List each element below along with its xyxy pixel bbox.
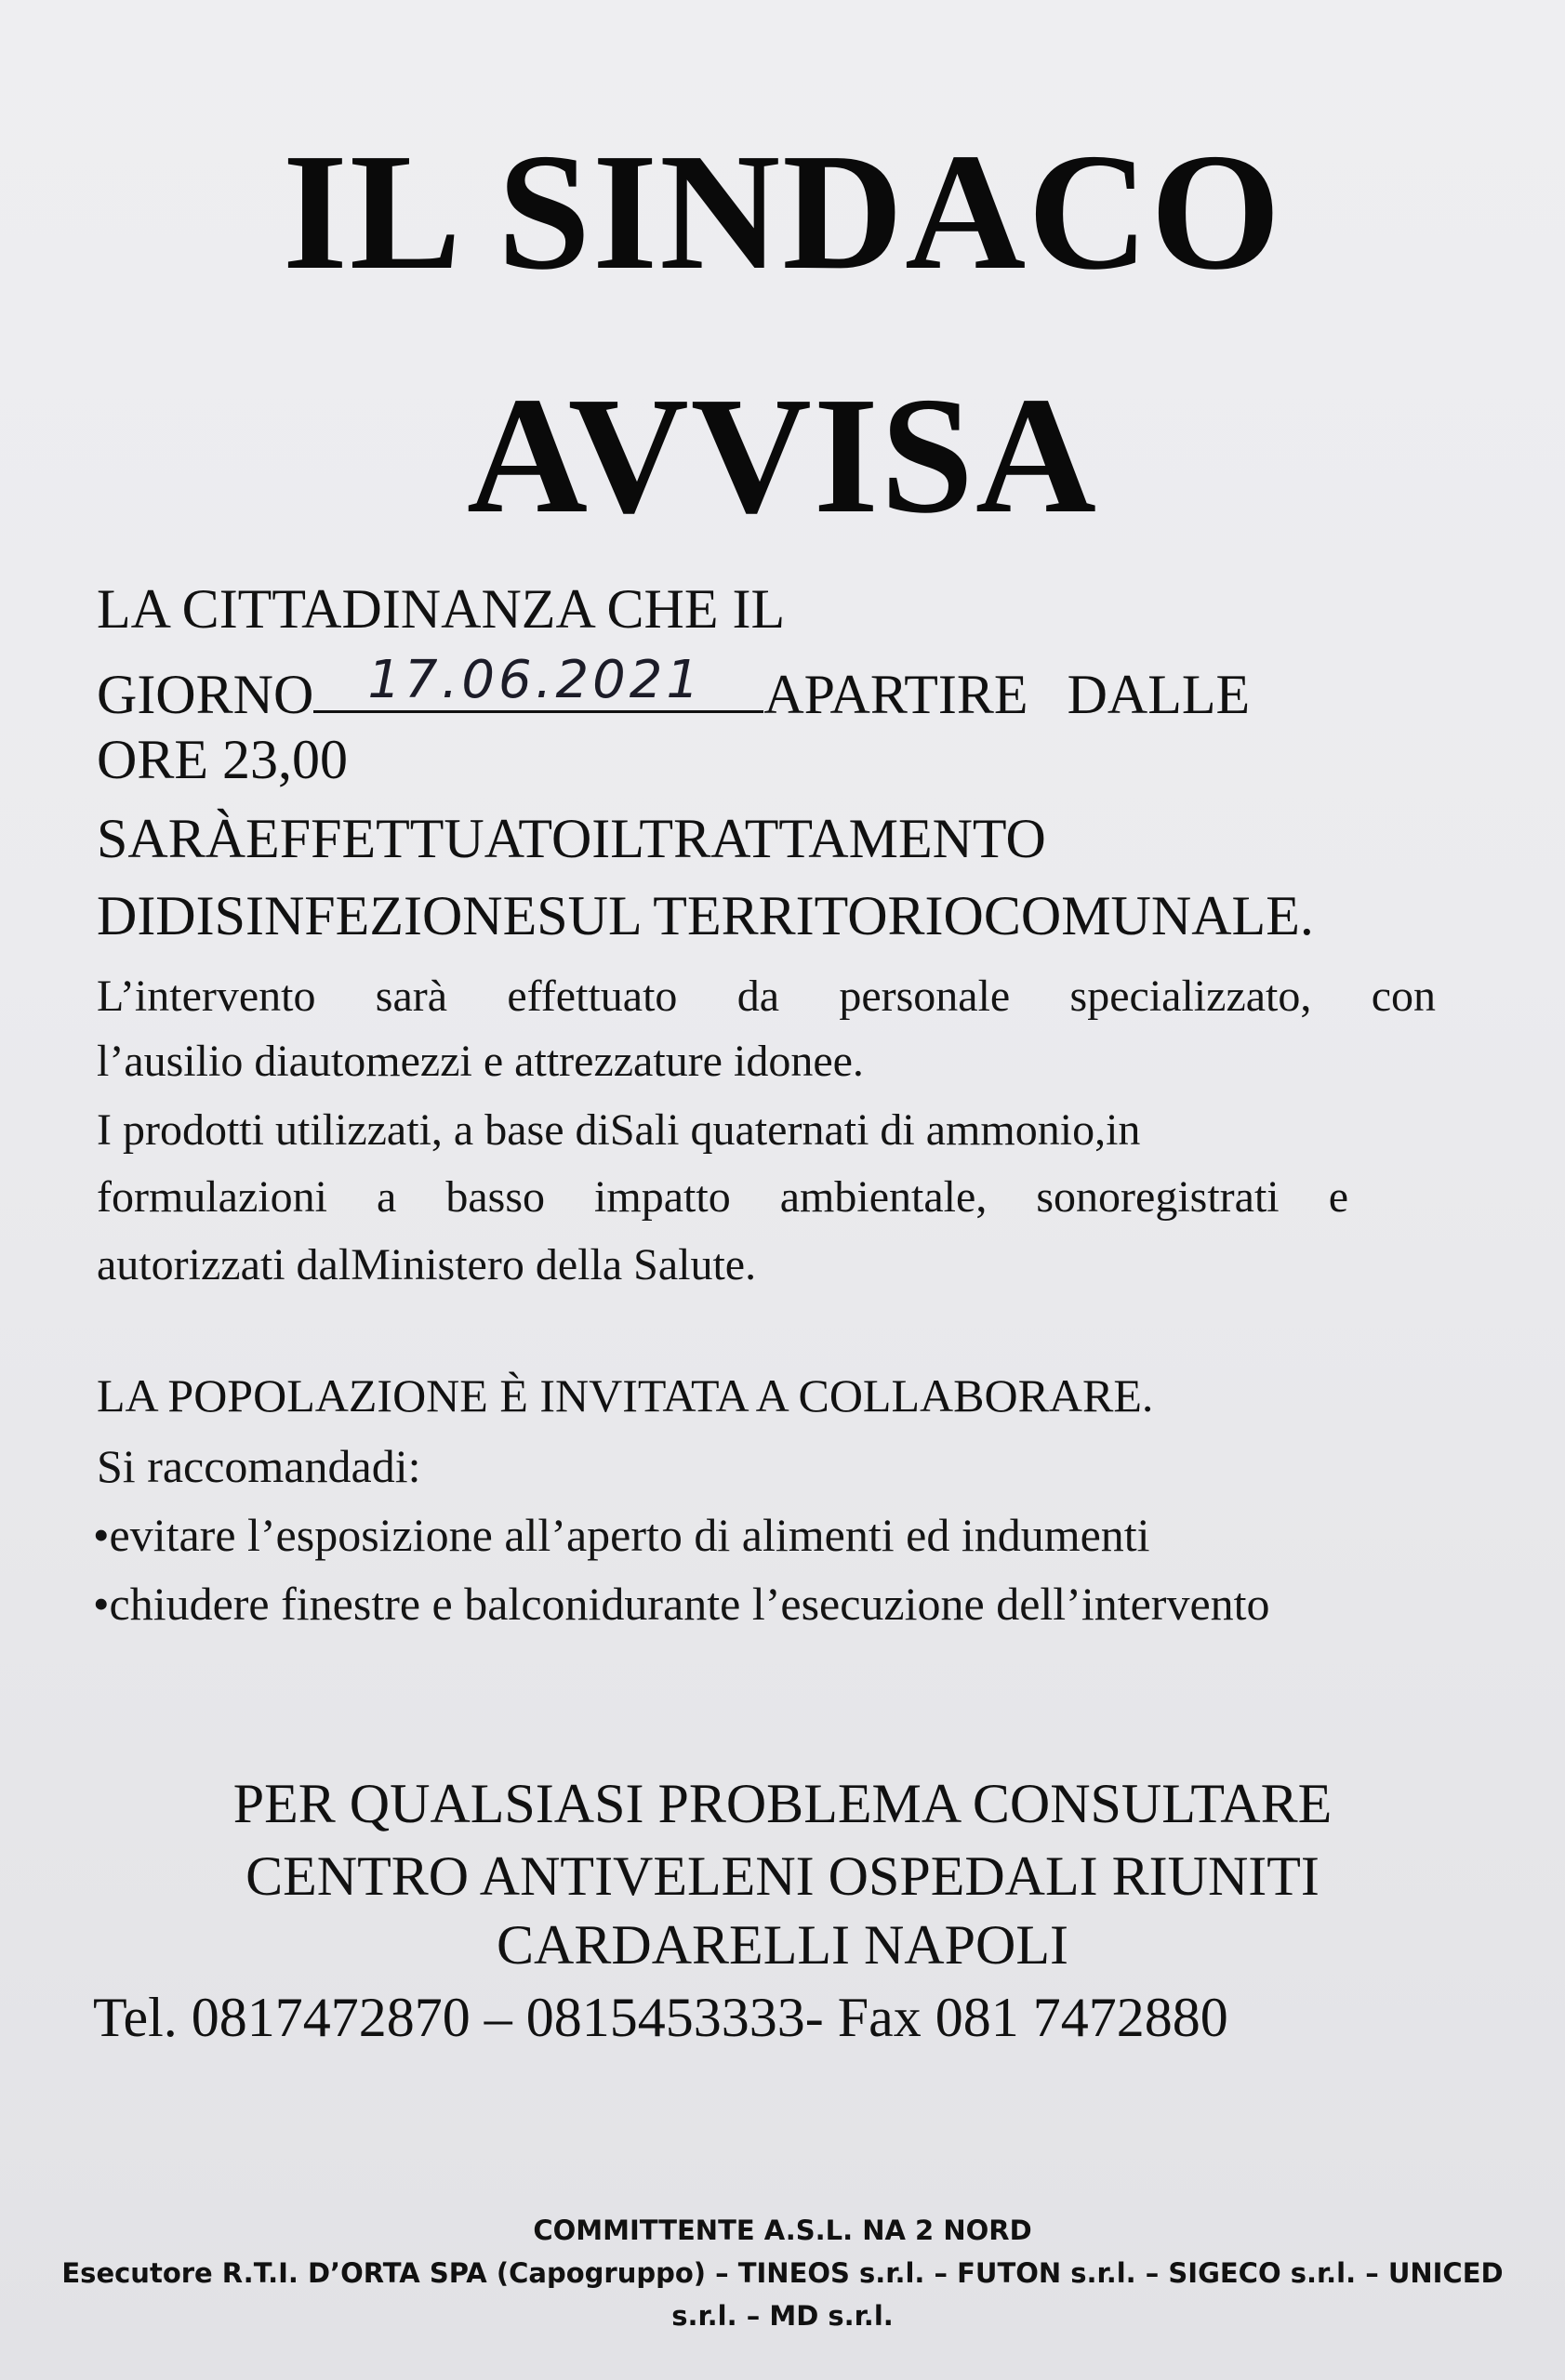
giorno-line [97,650,1251,725]
contact-line-2: CENTRO ANTIVELENI OSPEDALI RIUNITI [245,1845,1320,1907]
word: basso [445,1172,545,1222]
bullet-item: •chiudere finestre e balconidurante l’esecuzione dell’intervento [93,1578,1270,1630]
word: effettuato [507,972,678,1021]
footer-esecutore: Esecutore R.T.I. D’ORTA SPA (Capogruppo) – TINEOS s.r.l. – FUTON s.r.l. – SIGECO s.r.l. – UNICED [61,2257,1504,2289]
word: con [1371,972,1436,1021]
giorno-label: GIORNO [97,664,314,725]
footer-committente: COMMITTENTE A.S.L. NA 2 NORD [533,2215,1032,2246]
title-line-2: AVVISA [467,363,1098,548]
tel-line: Tel. 0817472870 – 0815453333- Fax 081 7472880 [93,1987,1228,2048]
ore-line: ORE 23,00 [97,729,348,790]
disinfezione-line: DIDISINFEZIONESUL TERRITORIOCOMUNALE. [97,885,1314,946]
apartire-text: APARTIRE [763,664,1028,725]
contact-line-3: CARDARELLI NAPOLI [497,1914,1068,1976]
word: formulazioni [97,1172,327,1222]
bullet-item: •evitare l’esposizione all’aperto di alimenti ed indumenti [93,1509,1150,1561]
para2-line2 [97,1172,1348,1222]
word: personale [839,972,1011,1021]
handwritten-date: 17.06.2021 [367,650,703,710]
word: L’intervento [97,972,316,1021]
popolazione-line: LA POPOLAZIONE È INVITATA A COLLABORARE. [97,1369,1154,1421]
word: a [376,1172,397,1222]
title-line-1: IL SINDACO [282,119,1283,304]
para1-line2: l’ausilio diautomezzi e attrezzature idonee. [97,1037,864,1086]
word: sonoregistrati [1036,1172,1280,1222]
para2-line3: autorizzati dalMinistero della Salute. [97,1240,757,1289]
sara-line: SARÀEFFETTUATOILTRATTAMENTO [97,808,1046,869]
word: e [1328,1172,1348,1222]
date-field [313,650,763,713]
word: specializzato, [1069,972,1312,1021]
word: sarà [375,972,448,1021]
para1-line1 [97,974,1436,1019]
intro-line: LA CITTADINANZA CHE IL [97,578,786,640]
contact-line-1: PER QUALSIASI PROBLEMA CONSULTARE [232,1773,1333,1834]
para2-line1: I prodotti utilizzati, a base diSali quaternati di ammonio,in [97,1105,1141,1155]
raccomanda-line: Si raccomandadi: [97,1440,421,1492]
word: da [736,972,780,1021]
word: impatto [594,1172,731,1222]
dalle-text: DALLE [1067,664,1251,725]
footer-esecutore-cont: s.r.l. – MD s.r.l. [671,2300,894,2332]
word: ambientale, [779,1172,988,1222]
